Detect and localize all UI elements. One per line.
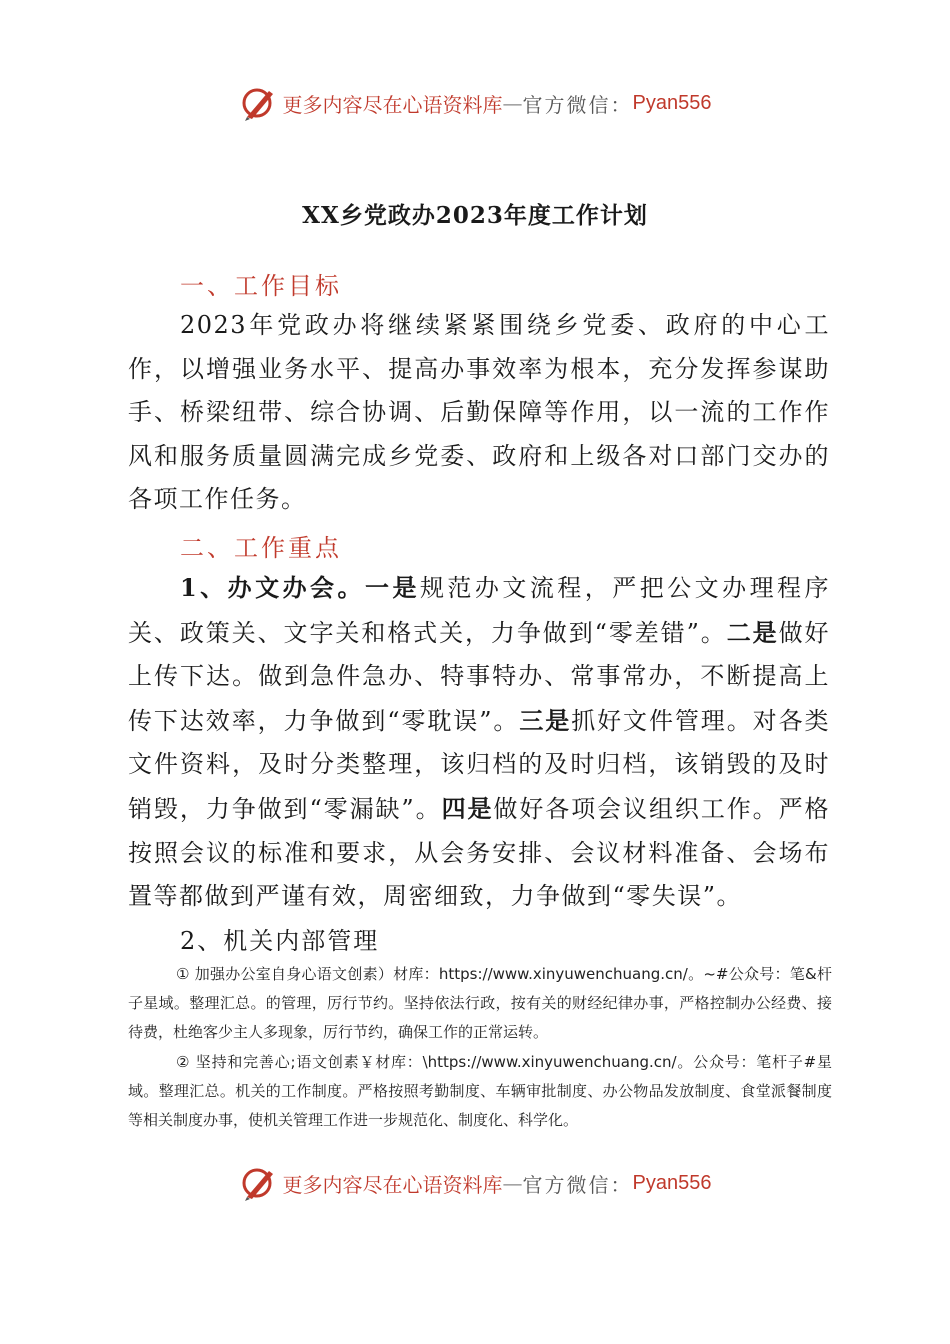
item1-lead-4: 四是 (441, 793, 494, 823)
item1-text-3: 抓好文件管理。对各类文件资料，及时分类整理，该归档的及时归档，该销毁的及时销毁，力争做到“零漏缺”。 (128, 706, 831, 823)
footer-banner (0, 1163, 950, 1203)
banner-wechat-id: Pyan556 (632, 91, 712, 114)
banner-text: 更多内容尽在心语资料库 (282, 92, 503, 117)
item1-paragraph (128, 566, 830, 919)
header-banner (0, 83, 950, 123)
item1-lead-3: 三是 (519, 705, 572, 735)
banner-dash: — (502, 1171, 523, 1195)
item2-subpoint-1: ① 加强办公室自身心语文创素）材库：https://www.xinyuwenchuang.cn/。~#公众号：笔&杆子星域。整理汇总。的管理，厉行节约。坚持依法行政，按有关的财经纪律办事，严格控制办公经费、接待费，杜绝客少主人多现象，厉行节约，确保工作的正常运转。 (128, 965, 832, 1041)
banner-text: 更多内容尽在心语资料库 (282, 1172, 503, 1197)
banner-official: 官方微信： (522, 1172, 633, 1197)
item1-lead-1: 一是 (365, 573, 420, 602)
item1-text-4: 做好各项会议组织工作。严格按照会议的标准和要求，从会务安排、会议材料准备、会场布置等都做到严谨有效，周密细致，力争做到“零失误”。 (128, 794, 831, 911)
item1-lead-2: 二是 (726, 617, 779, 647)
document-title: XX乡党政办2023年度工作计划 (302, 202, 648, 229)
banner-official: 官方微信： (522, 92, 633, 117)
goals-paragraph: 2023年党政办将继续紧紧围绕乡党委、政府的中心工作，以增强业务水平、提高办事效率为根本，充分发挥参谋助手、桥梁纽带、综合协调、后勤保障等作用，以一流的工作作风和服务质量圆满完成乡党委、政府和上级各对口部门交办的各项工作任务。 (128, 311, 830, 514)
item1-text-1: 规范办文流程，严把公文办理程序关、政策关、文字关和格式关，力争做到“零差错”。 (128, 574, 831, 647)
item2-heading: 2、机关内部管理 (180, 927, 380, 955)
pen-logo-icon (239, 1163, 279, 1203)
banner-dash: — (502, 91, 523, 115)
section-heading-goals: 一、工作目标 (180, 272, 342, 300)
item1-label: 1、办文办会。 (180, 573, 365, 602)
banner-wechat-id: Pyan556 (632, 1171, 712, 1194)
section-heading-focus: 二、工作重点 (180, 534, 342, 562)
item1-text-2: 做好上传下达。做到急件急办、特事特办、常事常办，不断提高上传下达效率，力争做到“零耽误”。 (128, 618, 831, 735)
pen-logo-icon (239, 83, 279, 123)
item2-subpoint-2: ② 坚持和完善心;语文创素￥材库：\https://www.xinyuwenchuang.cn/。公众号：笔杆子#星域。整理汇总。机关的工作制度。严格按照考勤制度、车辆审批制度、办公物品发放制度、食堂派餐制度等相关制度办事，使机关管理工作进一步规范化、制度化、科学化。 (128, 1053, 832, 1129)
